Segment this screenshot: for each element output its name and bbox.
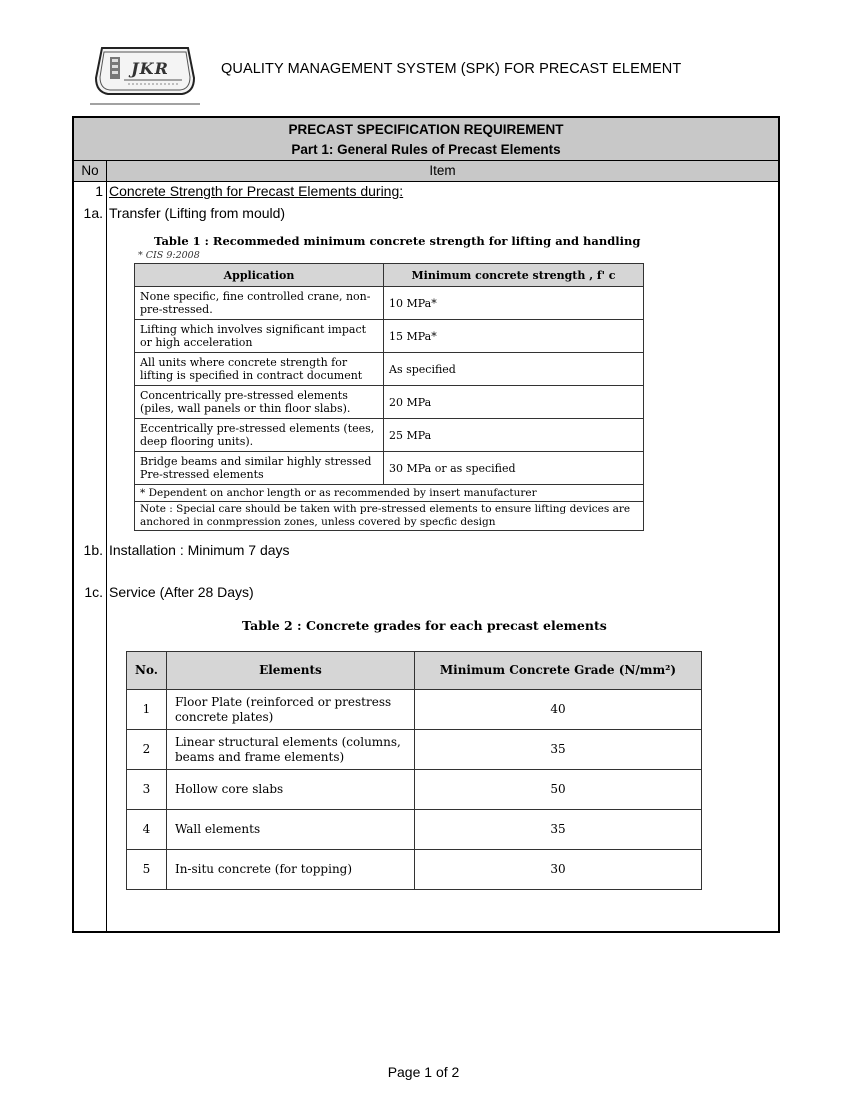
item-text: Concrete Strength for Precast Elements during: (109, 183, 404, 199)
grade-cell: 35 (414, 730, 701, 770)
spec-frame (72, 116, 780, 933)
table-footnote-row (135, 485, 644, 502)
element-cell: In-situ concrete (for topping) (166, 850, 414, 890)
table-row (135, 419, 644, 452)
table-row (135, 320, 644, 353)
column-header-item: Item (429, 163, 456, 178)
table-row (127, 770, 702, 810)
page-number: Page 1 of 2 (387, 1064, 460, 1080)
table1-header-strength: Minimum concrete strength , f' c (384, 264, 644, 287)
row-number-cell: 4 (127, 810, 167, 850)
jkr-logo (90, 40, 200, 106)
grade-cell: 40 (414, 690, 701, 730)
item-number: 1a. (83, 205, 103, 221)
table1-source: * CIS 9:2008 (138, 250, 200, 261)
strength-cell: 10 MPa* (384, 287, 644, 320)
element-cell: Floor Plate (reinforced or prestress concrete plates) (166, 690, 414, 730)
grade-cell: 50 (414, 770, 701, 810)
grade-cell: 35 (414, 810, 701, 850)
spec-title-block (74, 118, 778, 161)
table2-header-grade: Minimum Concrete Grade (N/mm²) (414, 652, 701, 690)
table2-header-elements: Elements (166, 652, 414, 690)
table-row (135, 386, 644, 419)
table2-caption: Table 2 : Concrete grades for each precast elements (242, 618, 607, 633)
item-text: Transfer (Lifting from mould) (109, 205, 286, 221)
column-divider (106, 161, 107, 933)
column-header-no: No (81, 163, 99, 178)
element-cell: Hollow core slabs (166, 770, 414, 810)
element-cell: Wall elements (166, 810, 414, 850)
application-cell: All units where concrete strength for lifting is specified in contract document (135, 353, 384, 386)
application-cell: Bridge beams and similar highly stressed Pre-stressed elements (135, 452, 384, 485)
table1-footnote: * Dependent on anchor length or as recommended by insert manufacturer (135, 485, 644, 502)
application-cell: Concentrically pre-stressed elements (piles, wall panels or thin floor slabs). (135, 386, 384, 419)
row-number-cell: 3 (127, 770, 167, 810)
table-row (127, 850, 702, 890)
logo-text: JKR (131, 59, 169, 78)
strength-cell: 30 MPa or as specified (384, 452, 644, 485)
grade-cell: 30 (414, 850, 701, 890)
element-cell: Linear structural elements (columns, beams and frame elements) (166, 730, 414, 770)
table2 (126, 651, 702, 890)
table-row (135, 452, 644, 485)
table1 (134, 263, 644, 531)
table-row (127, 730, 702, 770)
strength-cell: 25 MPa (384, 419, 644, 452)
item-number: 1b. (83, 542, 103, 558)
spec-title: PRECAST SPECIFICATION REQUIREMENT (288, 122, 564, 137)
row-number-cell: 2 (127, 730, 167, 770)
document-title: QUALITY MANAGEMENT SYSTEM (SPK) FOR PRECAST ELEMENT (221, 61, 682, 77)
table2-header-no: No. (127, 652, 167, 690)
table-row (127, 810, 702, 850)
application-cell: Eccentrically pre-stressed elements (tees, deep flooring units). (135, 419, 384, 452)
table1-caption: Table 1 : Recommeded minimum concrete strength for lifting and handling (154, 234, 641, 248)
table-row (127, 690, 702, 730)
table-footnote-row (135, 502, 644, 531)
table1-header-application: Application (135, 264, 384, 287)
table1-note: Note : Special care should be taken with pre-stressed elements to ensure lifting devices are anchored in conmpression zones, unless covered by specfic design (135, 502, 644, 531)
table-row (135, 353, 644, 386)
table-row (135, 287, 644, 320)
spec-subtitle: Part 1: General Rules of Precast Elements (291, 142, 561, 157)
application-cell: Lifting which involves significant impact or high acceleration (135, 320, 384, 353)
item-text: Service (After 28 Days) (109, 584, 254, 600)
application-cell: None specific, fine controlled crane, non-pre-stressed. (135, 287, 384, 320)
strength-cell: 15 MPa* (384, 320, 644, 353)
column-header-row (74, 161, 778, 182)
row-number-cell: 1 (127, 690, 167, 730)
row-number-cell: 5 (127, 850, 167, 890)
table-header-row (127, 652, 702, 690)
strength-cell: 20 MPa (384, 386, 644, 419)
item-number: 1c. (84, 584, 103, 600)
strength-cell: As specified (384, 353, 644, 386)
item-text: Installation : Minimum 7 days (109, 542, 290, 558)
item-number: 1 (95, 183, 103, 199)
table-header-row (135, 264, 644, 287)
